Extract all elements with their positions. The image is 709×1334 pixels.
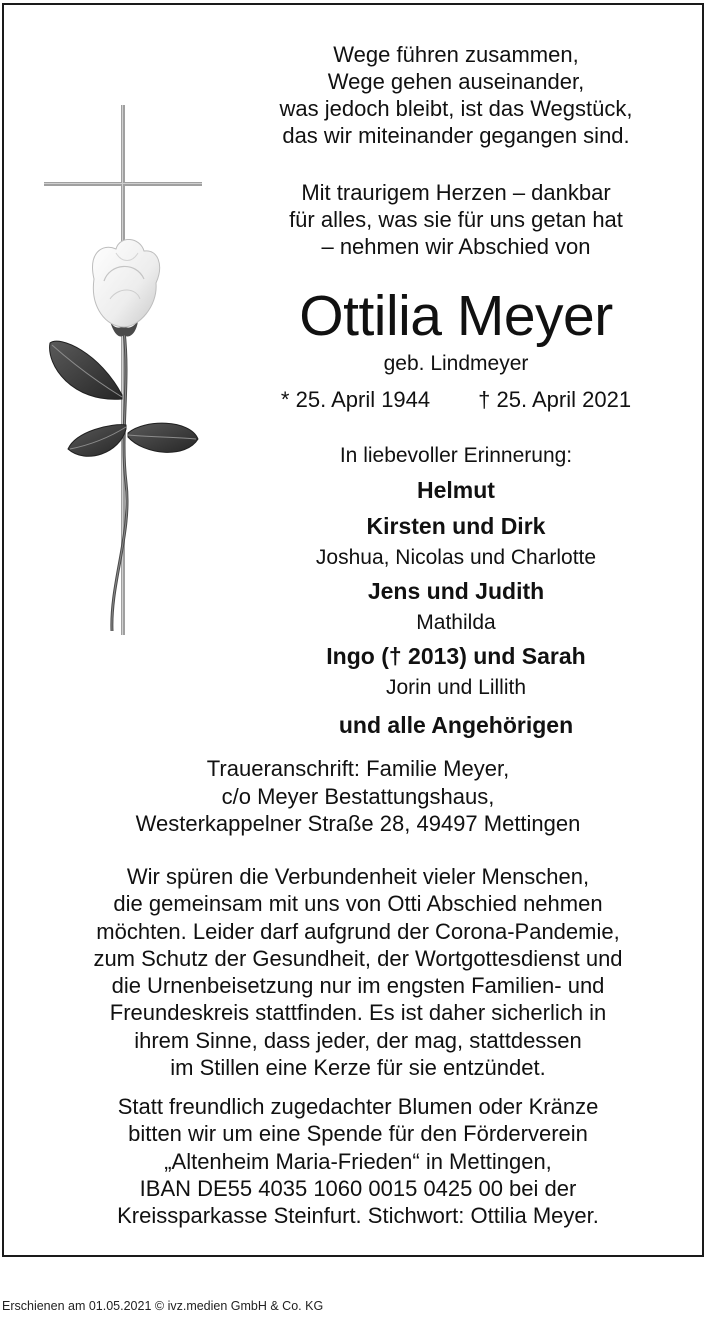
mourners-heading: In liebevoller Erinnerung:	[339, 444, 573, 467]
leaf-icon	[68, 425, 126, 457]
message-line: Freundeskreis stattfinden. Es ist daher sicherlich in	[109, 1000, 607, 1026]
poem-line: Wege führen zusammen,	[333, 42, 579, 67]
birth-name: geb. Lindmeyer	[383, 352, 529, 375]
donation-line: Statt freundlich zugedachter Blumen oder Kränze	[117, 1094, 599, 1119]
intro-line: Mit traurigem Herzen – dankbar	[301, 180, 611, 205]
donation-line: bitten wir um eine Spende für den Förderverein	[128, 1121, 588, 1147]
death-date: † 25. April 2021	[478, 387, 632, 412]
donation-request	[24, 1093, 692, 1229]
address-line: Westerkappelner Straße 28, 49497 Mettingen	[135, 811, 581, 836]
donation-line: IBAN DE55 4035 1060 0015 0425 00 bei der	[139, 1175, 577, 1201]
message-line: im Stillen eine Kerze für sie entzündet.	[170, 1055, 546, 1081]
poem-line: das wir miteinander gegangen sind.	[282, 123, 630, 148]
message-line: die gemeinsam mit uns von Otti Abschied nehmen	[113, 891, 603, 917]
farewell-intro	[254, 179, 658, 260]
mourners-closing: und alle Angehörigen	[338, 712, 574, 738]
rose-icon	[93, 239, 160, 327]
deceased-name: Ottilia Meyer	[299, 284, 613, 348]
message-line: möchten. Leider darf aufgrund der Corona-Pandemie,	[96, 918, 620, 944]
intro-line: für alles, was sie für uns getan hat	[289, 207, 623, 232]
mourner-children: Mathilda	[416, 611, 496, 634]
cross-and-rose-illustration	[40, 103, 210, 638]
life-dates	[254, 385, 658, 415]
publication-footer: Erschienen am 01.05.2021 © ivz.medien GmbH & Co. KG	[2, 1299, 324, 1313]
message-line: zum Schutz der Gesundheit, der Wortgottesdienst und	[93, 945, 623, 971]
intro-line: – nehmen wir Abschied von	[321, 234, 591, 259]
obituary-frame	[2, 3, 704, 1257]
mourner-children: Joshua, Nicolas und Charlotte	[315, 546, 597, 569]
funeral-message	[24, 863, 692, 1081]
mourner-name: Ingo († 2013) und Sarah	[326, 643, 586, 669]
leaf-icon	[50, 341, 122, 399]
mourner-children: Jorin und Lillith	[385, 676, 527, 699]
mourners-list	[254, 441, 658, 742]
leaf-icon	[128, 423, 198, 452]
address-line: c/o Meyer Bestattungshaus,	[221, 783, 495, 809]
mourner-name: Helmut	[417, 477, 495, 503]
donation-line: „Altenheim Maria-Frieden“ in Mettingen,	[164, 1148, 552, 1174]
poem-verse	[254, 41, 658, 149]
message-line: Wir spüren die Verbundenheit vieler Menschen,	[126, 864, 590, 889]
mourner-name: Jens und Judith	[367, 578, 545, 604]
message-line: die Urnenbeisetzung nur im engsten Familien- und	[111, 973, 605, 999]
poem-line: was jedoch bleibt, ist das Wegstück,	[279, 96, 633, 121]
mourning-address	[24, 755, 692, 838]
mourner-name: Kirsten und Dirk	[366, 513, 546, 539]
birth-date: * 25. April 1944	[280, 387, 431, 412]
address-line: Traueranschrift: Familie Meyer,	[206, 756, 510, 781]
poem-line: Wege gehen auseinander,	[327, 69, 585, 94]
message-line: ihrem Sinne, dass jeder, der mag, stattdessen	[134, 1027, 582, 1053]
donation-line: Kreissparkasse Steinfurt. Stichwort: Ottilia Meyer.	[117, 1203, 599, 1229]
